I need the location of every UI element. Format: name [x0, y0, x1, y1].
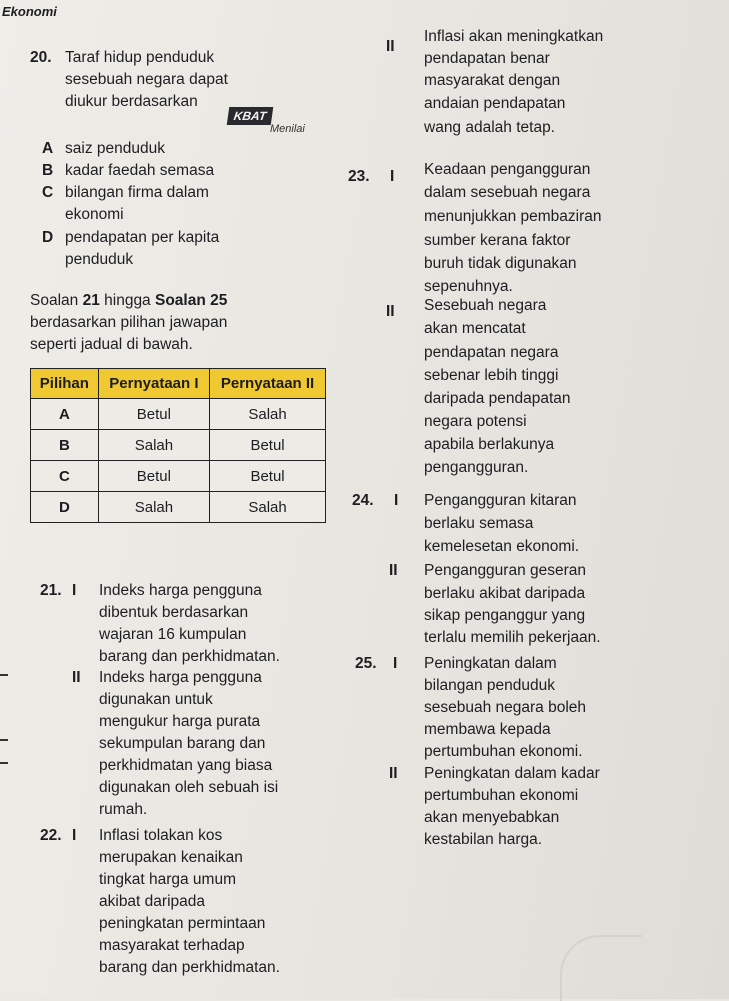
table-cell: Salah — [210, 399, 326, 430]
q20-option-letter: D — [42, 229, 54, 246]
statement-label: I — [390, 168, 395, 185]
q21-statement-line: Indeks harga pengguna — [99, 669, 262, 686]
statement-label: I — [393, 655, 398, 672]
margin-mark — [0, 674, 8, 676]
statement-label: I — [72, 582, 77, 599]
table-cell: Betul — [210, 430, 326, 461]
q25-number: 25. — [355, 655, 377, 672]
statement-label: I — [72, 827, 77, 844]
q24-statement-line: kemelesetan ekonomi. — [424, 538, 580, 555]
q22-statement-line: akibat daripada — [99, 893, 205, 910]
q21-statement-line: barang dan perkhidmatan. — [99, 648, 280, 665]
q21-number: 21. — [40, 582, 62, 599]
q21-statement-line: mengukur harga purata — [99, 713, 261, 730]
table-cell: B — [31, 430, 99, 461]
margin-mark — [0, 739, 8, 741]
q22-statement-line: pendapatan benar — [424, 50, 550, 67]
q23-statement-line: menunjukkan pembaziran — [424, 208, 602, 225]
kbat-badge: KBAT — [227, 107, 274, 125]
kbat-label: Menilai — [270, 123, 305, 135]
table-header-row — [31, 369, 326, 399]
q23-number: 23. — [348, 168, 370, 185]
q24-number: 24. — [352, 492, 374, 509]
q21-statement-line: digunakan oleh sebuah isi — [99, 779, 279, 796]
q23-statement-line: sumber kerana faktor — [424, 232, 571, 249]
q22-statement-line: peningkatan permintaan — [99, 915, 266, 932]
table-cell: Betul — [98, 399, 209, 430]
q21-statement-line: dibentuk berdasarkan — [99, 604, 249, 621]
q23-statement-line: dalam sesebuah negara — [424, 184, 591, 201]
q22-statement-line: wang adalah tetap. — [424, 119, 555, 136]
q20-option-text: saiz penduduk — [65, 140, 165, 157]
table-row — [31, 399, 326, 430]
q22-statement-line: tingkat harga umum — [99, 871, 236, 888]
statement-label: II — [72, 669, 81, 686]
table-cell: Salah — [98, 492, 209, 523]
q20-option-text: bilangan firma dalam — [65, 184, 209, 201]
q23-statement-line: akan mencatat — [424, 320, 526, 337]
q20-option-text: penduduk — [65, 251, 134, 268]
q23-statement-line: daripada pendapatan — [424, 390, 571, 407]
q20-option-text: kadar faedah semasa — [65, 162, 215, 179]
q25-statement-line: bilangan penduduk — [424, 677, 556, 694]
table-header-cell: Pernyataan I — [98, 369, 209, 399]
q20-stem-line: sesebuah negara dapat — [65, 71, 228, 88]
q23-statement-line: Keadaan pengangguran — [424, 161, 591, 178]
q21-statement-line: rumah. — [99, 801, 148, 818]
table-header-cell: Pernyataan II — [210, 369, 326, 399]
table-cell: A — [31, 399, 99, 430]
statement-label: I — [394, 492, 399, 509]
q23-statement-line: sepenuhnya. — [424, 278, 513, 295]
table-row — [31, 461, 326, 492]
q23-statement-line: pengangguran. — [424, 459, 529, 476]
q23-statement-line: Sesebuah negara — [424, 297, 547, 314]
table-cell: Betul — [98, 461, 209, 492]
q25-statement-line: Peningkatan dalam — [424, 655, 557, 672]
page-curl-decoration — [560, 935, 642, 1001]
q22-statement-line: merupakan kenaikan — [99, 849, 243, 866]
q25-statement-line: kestabilan harga. — [424, 831, 543, 848]
chapter-header: Ekonomi — [2, 4, 57, 19]
q20-option-letter: A — [42, 140, 54, 157]
statement-label: II — [389, 562, 398, 579]
q24-statement-line: berlaku semasa — [424, 515, 534, 532]
q22-number: 22. — [40, 827, 62, 844]
q20-option-letter: B — [42, 162, 54, 179]
q20-stem-line: Taraf hidup penduduk — [65, 49, 215, 66]
table-cell: Betul — [210, 461, 326, 492]
intro-line: seperti jadual di bawah. — [30, 336, 193, 353]
q21-statement-line: sekumpulan barang dan — [99, 735, 266, 752]
table-cell: Salah — [98, 430, 209, 461]
q23-statement-line: negara potensi — [424, 413, 527, 430]
q20-number: 20. — [30, 49, 52, 66]
q21-statement-line: perkhidmatan yang biasa — [99, 757, 273, 774]
table-cell: D — [31, 492, 99, 523]
table-header-cell: Pilihan — [31, 369, 99, 399]
q25-statement-line: membawa kepada — [424, 721, 551, 738]
answer-choice-table — [30, 368, 326, 523]
q20-stem-line: diukur berdasarkan — [65, 93, 198, 110]
statement-label: II — [386, 38, 395, 55]
statement-label: II — [386, 303, 395, 320]
q20-option-text: pendapatan per kapita — [65, 229, 220, 246]
q22-statement-line: Inflasi akan meningkatkan — [424, 28, 604, 45]
q23-statement-line: pendapatan negara — [424, 344, 559, 361]
table-cell: C — [31, 461, 99, 492]
q21-statement-line: wajaran 16 kumpulan — [99, 626, 247, 643]
q24-statement-line: berlaku akibat daripada — [424, 585, 586, 602]
q23-statement-line: sebenar lebih tinggi — [424, 367, 559, 384]
q24-statement-line: sikap penganggur yang — [424, 607, 586, 624]
q24-statement-line: Pengangguran geseran — [424, 562, 587, 579]
q22-statement-line: barang dan perkhidmatan. — [99, 959, 280, 976]
q22-statement-line: masyarakat dengan — [424, 72, 561, 89]
q24-statement-line: Pengangguran kitaran — [424, 492, 577, 509]
q22-statement-line: Inflasi tolakan kos — [99, 827, 223, 844]
statement-label: II — [389, 765, 398, 782]
q23-statement-line: apabila berlakunya — [424, 436, 555, 453]
table-row — [31, 492, 326, 523]
q22-statement-line: andaian pendapatan — [424, 95, 566, 112]
q20-option-text: ekonomi — [65, 206, 124, 223]
q25-statement-line: Peningkatan dalam kadar — [424, 765, 600, 782]
q21-statement-line: Indeks harga pengguna — [99, 582, 262, 599]
q21-statement-line: digunakan untuk — [99, 691, 213, 708]
q25-statement-line: pertumbuhan ekonomi. — [424, 743, 583, 760]
q22-statement-line: masyarakat terhadap — [99, 937, 245, 954]
q24-statement-line: terlalu memilih pekerjaan. — [424, 629, 601, 646]
table-cell: Salah — [210, 492, 326, 523]
q25-statement-line: sesebuah negara boleh — [424, 699, 587, 716]
q25-statement-line: akan menyebabkan — [424, 809, 560, 826]
intro-line: berdasarkan pilihan jawapan — [30, 314, 228, 331]
margin-mark — [0, 762, 8, 764]
table-row — [31, 430, 326, 461]
q23-statement-line: buruh tidak digunakan — [424, 255, 577, 272]
q25-statement-line: pertumbuhan ekonomi — [424, 787, 579, 804]
q20-option-letter: C — [42, 184, 54, 201]
intro-line: Soalan 21 hingga Soalan 25 — [30, 292, 228, 309]
